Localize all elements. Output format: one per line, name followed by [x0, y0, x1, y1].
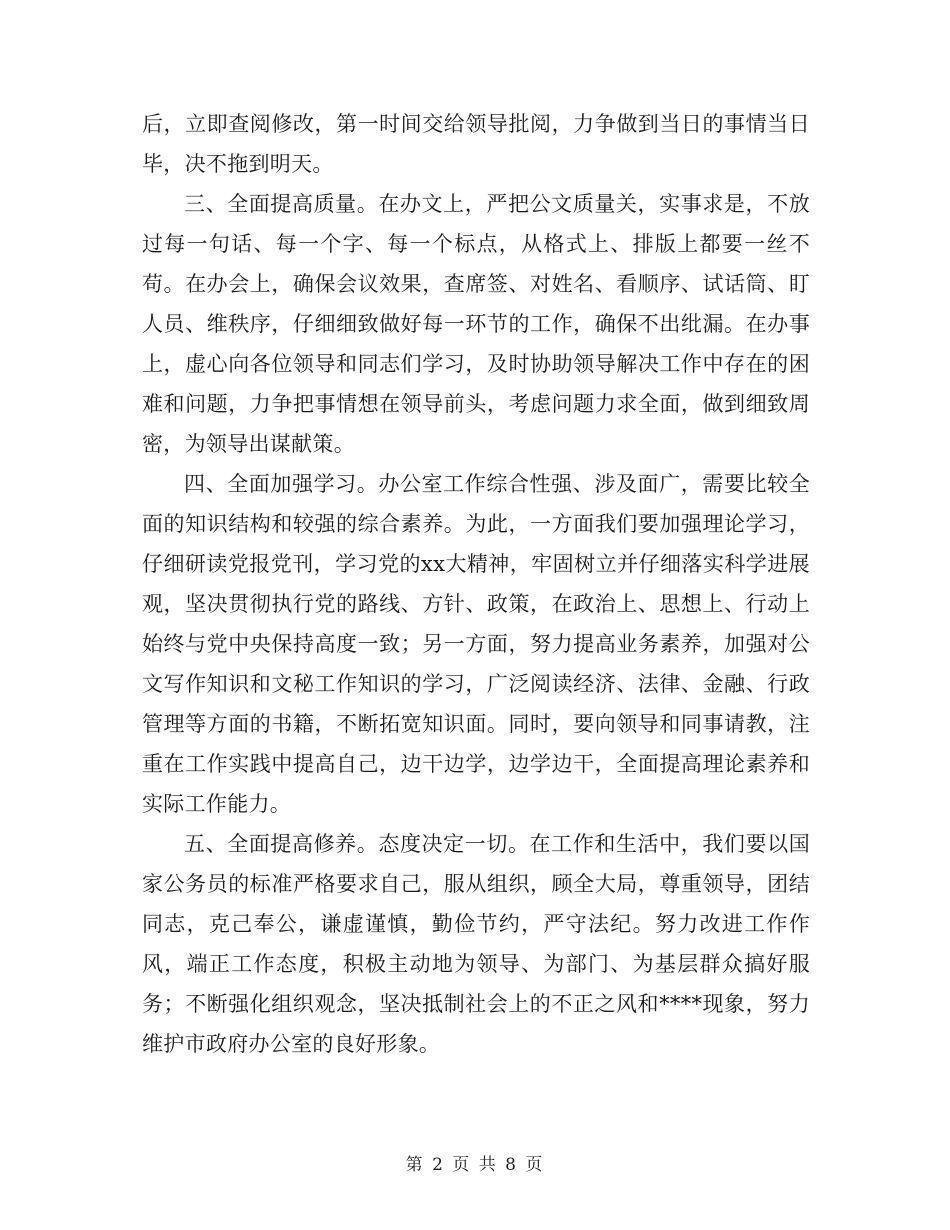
- paragraph-improve-quality: 三、全面提高质量。在办文上，严把公文质量关，实事求是，不放过每一句话、每一个字、每一个标点，从格式上、排版上都要一丝不苟。在办会上，确保会议效果，查席签、对姓名、看顺序、试话筒、盯人员、维秩序，仔细细致做好每一环节的工作，确保不出纰漏。在办事上，虚心向各位领导和同志们学习，及时协助领导解决工作中存在的困难和问题，力争把事情想在领导前头，考虑问题力求全面，做到细致周密，为领导出谋献策。: [142, 192, 810, 456]
- paragraph-strengthen-learning: 四、全面加强学习。办公室工作综合性强、涉及面广，需要比较全面的知识结构和较强的综合素养。为此，一方面我们要加强理论学习，仔细研读党报党刊，学习党的xx大精神，牢固树立并仔细落实科学进展观，坚决贯彻执行党的路线、方针、政策，在政治上、思想上、行动上始终与党中央保持高度一致；另一方面，努力提高业务素养，加强对公文写作知识和文秘工作知识的学习，广泛阅读经济、法律、金融、行政管理等方面的书籍，不断拓宽知识面。同时，要向领导和同事请教，注重在工作实践中提高自己，边干边学，边学边干，全面提高理论素养和实际工作能力。: [142, 472, 810, 816]
- document-body: [142, 104, 810, 1064]
- paragraph-continuation: 后，立即查阅修改，第一时间交给领导批阅，力争做到当日的事情当日毕，决不拖到明天。: [142, 112, 810, 176]
- paragraph-improve-cultivation: 五、全面提高修养。态度决定一切。在工作和生活中，我们要以国家公务员的标准严格要求自己，服从组织，顾全大局，尊重领导，团结同志，克己奉公，谦虚谨慎，勤俭节约，严守法纪。努力改进工作作风，端正工作态度，积极主动地为领导、为部门、为基层群众搞好服务；不断强化组织观念，坚决抵制社会上的不正之风和****现象，努力维护市政府办公室的良好形象。: [142, 832, 810, 1056]
- page-number-footer: 第 2 页 共 8 页: [405, 1155, 545, 1175]
